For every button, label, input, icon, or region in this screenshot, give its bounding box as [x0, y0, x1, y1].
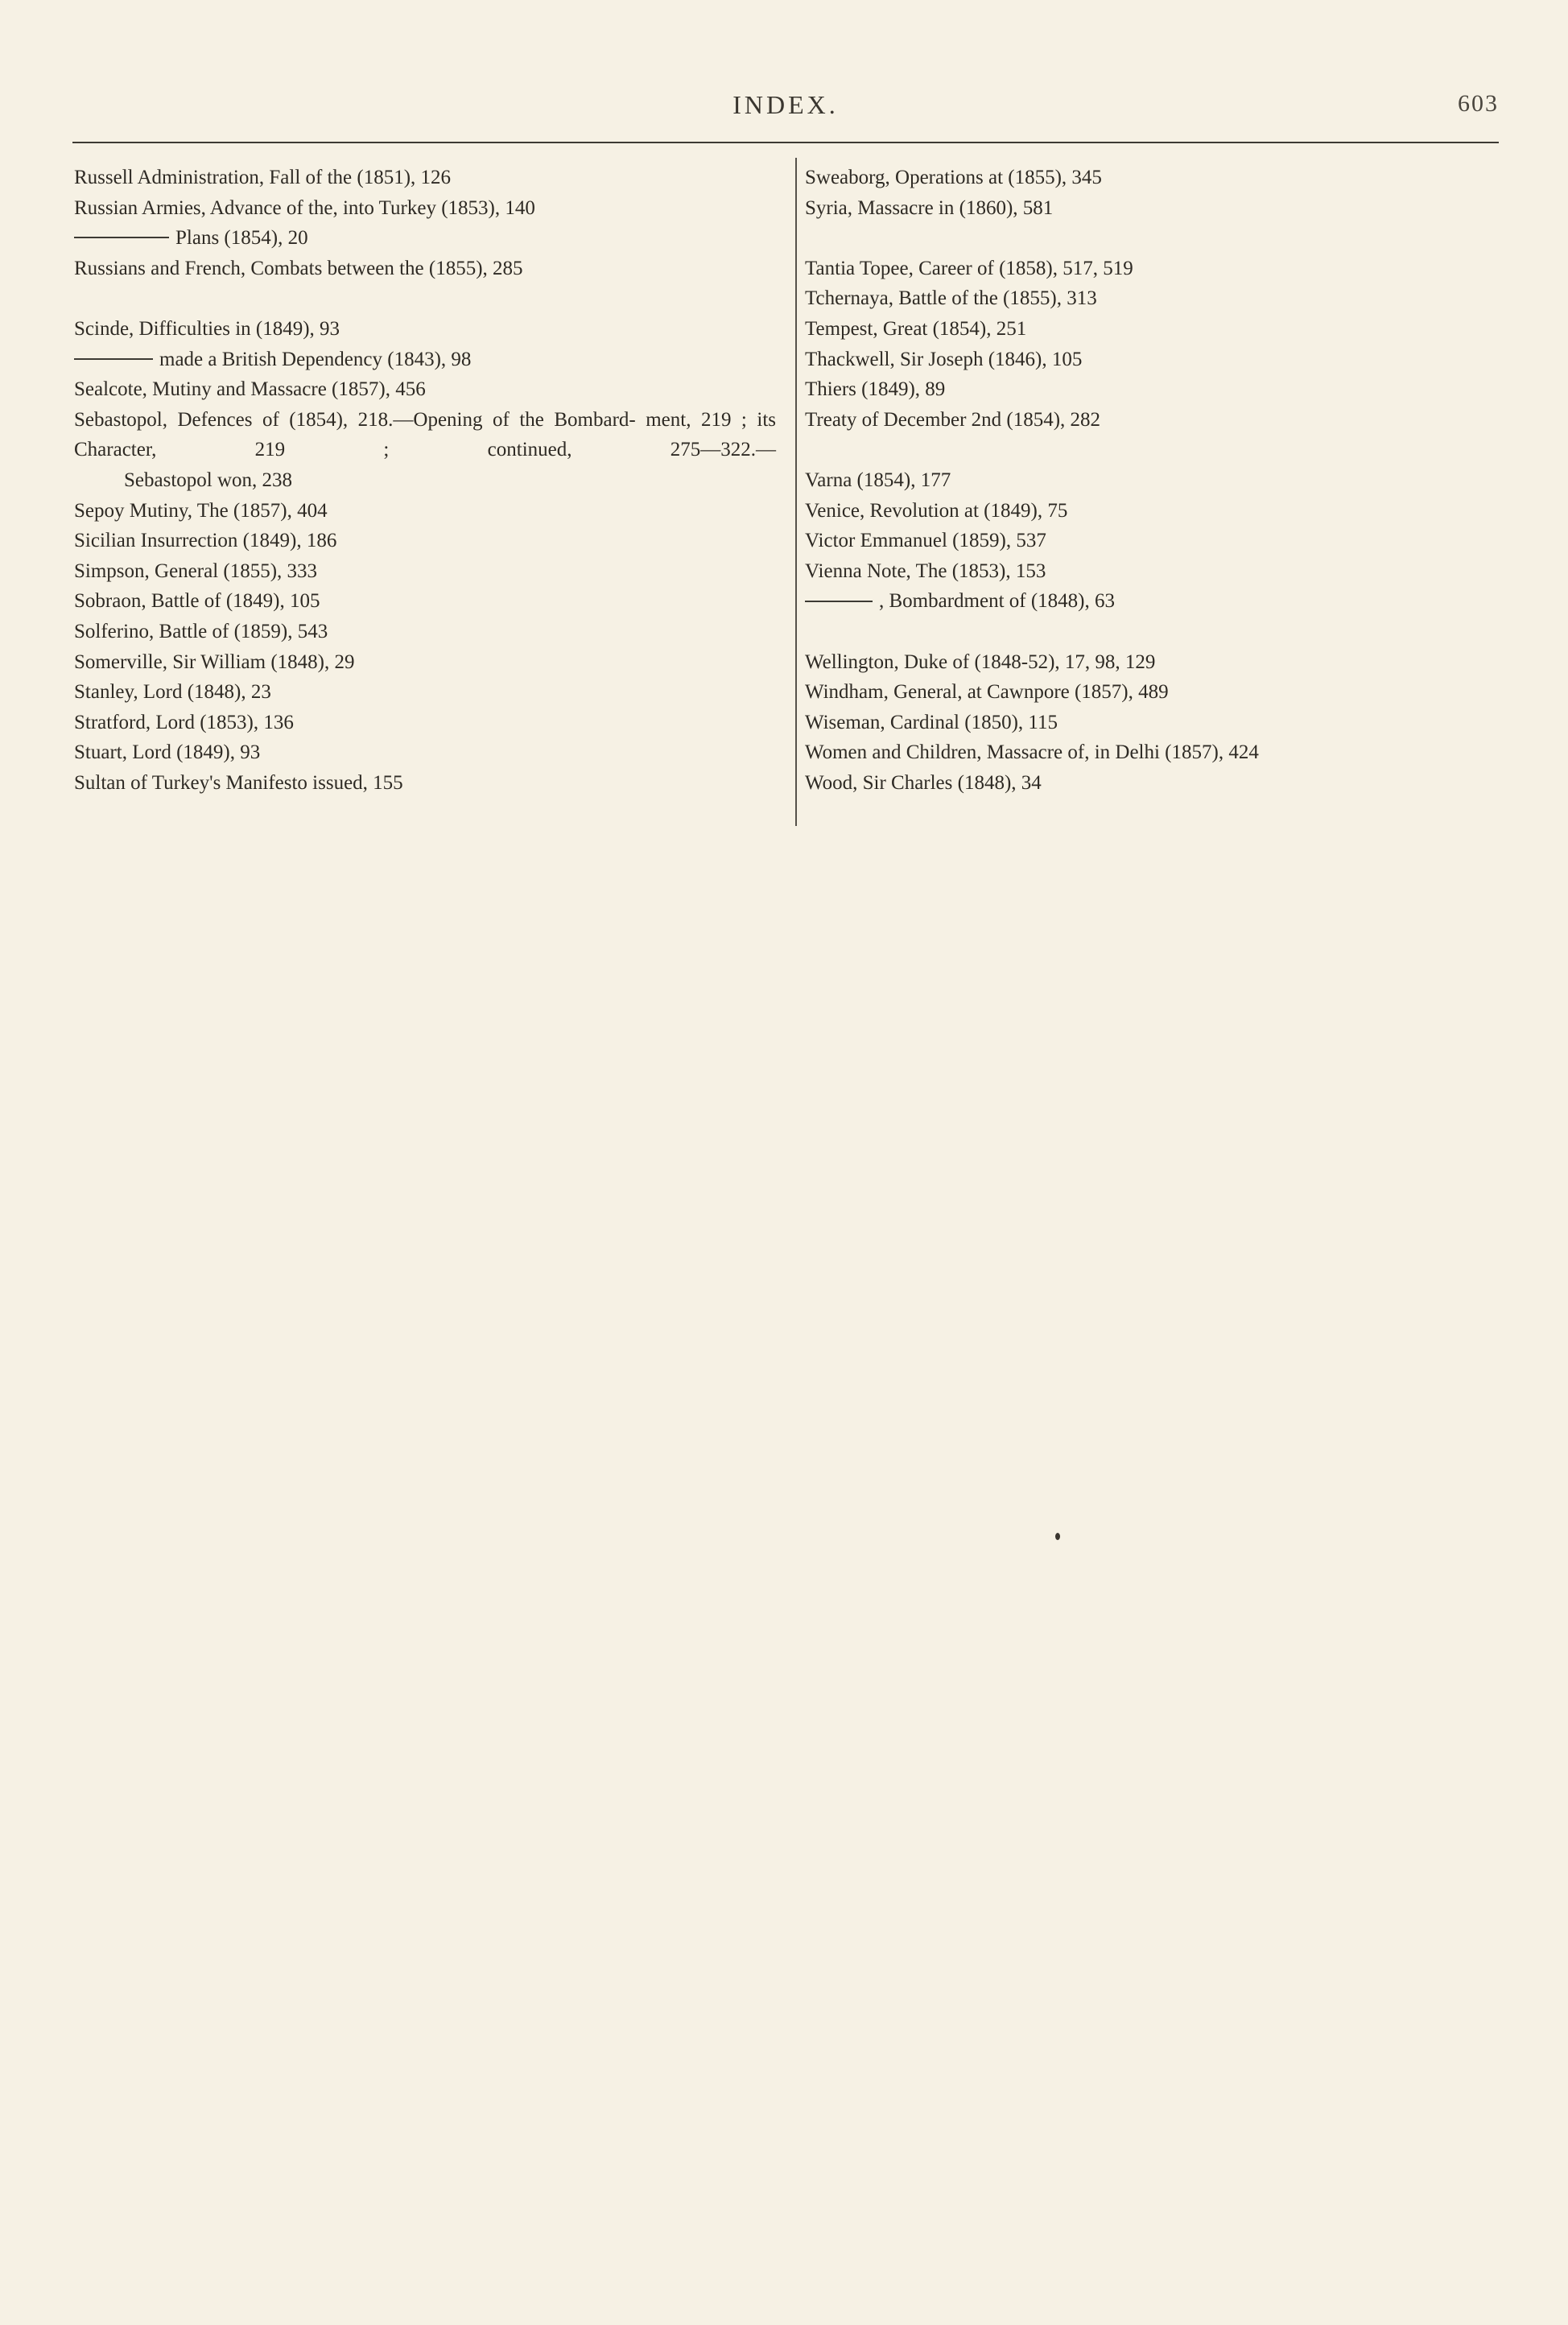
- ditto-dash: [74, 237, 169, 238]
- index-entry: Thackwell, Sir Joseph (1846), 105: [805, 348, 1083, 370]
- index-entry: Venice, Revolution at (1849), 75: [805, 499, 1068, 522]
- index-entry: Stratford, Lord (1853), 136: [74, 711, 294, 733]
- index-entry: Sealcote, Mutiny and Massacre (1857), 456: [74, 378, 426, 401]
- index-entry: Syria, Massacre in (1860), 581: [805, 196, 1054, 219]
- page-header: [72, 90, 1499, 138]
- index-entry: Thiers (1849), 89: [805, 378, 946, 401]
- index-entry: Sebastopol, Defences of (1854), 218.—Opening of the Bombard- ment, 219 ; its Character, 219 ; continued, 275—322.—: [74, 408, 776, 461]
- index-entry: Treaty of December 2nd (1854), 282: [805, 408, 1101, 431]
- index-entry: Tantia Topee, Career of (1858), 517, 519: [805, 257, 1133, 279]
- index-entry: Somerville, Sir William (1848), 29: [74, 650, 355, 673]
- index-entry: Solferino, Battle of (1859), 543: [74, 620, 328, 642]
- index-column-right: [805, 163, 1497, 798]
- index-entry: Wood, Sir Charles (1848), 34: [805, 771, 1042, 794]
- index-entry: Tempest, Great (1854), 251: [805, 317, 1027, 340]
- index-entry: Sultan of Turkey's Manifesto issued, 155: [74, 771, 403, 794]
- running-title: INDEX.: [732, 90, 839, 119]
- column-divider: [795, 158, 797, 826]
- header-rule: [72, 142, 1499, 143]
- index-entry: Sobraon, Battle of (1849), 105: [74, 590, 320, 613]
- index-entry: Simpson, General (1855), 333: [74, 560, 318, 582]
- index-entry: Russians and French, Combats between the (1855), 285: [74, 257, 523, 279]
- index-entry: Stuart, Lord (1849), 93: [74, 741, 261, 764]
- index-entry: Wiseman, Cardinal (1850), 115: [805, 711, 1058, 733]
- index-entry: [74, 223, 779, 254]
- index-entry: Women and Children, Massacre of, in Delhi (1857), 424: [805, 741, 1259, 764]
- index-entry: Tchernaya, Battle of the (1855), 313: [805, 287, 1097, 310]
- index-entry: Wellington, Duke of (1848-52), 17, 98, 129: [805, 650, 1156, 673]
- index-entry: Sebastopol won, 238: [124, 469, 293, 491]
- index-entry: Stanley, Lord (1848), 23: [74, 681, 271, 704]
- ditto-dash: [74, 358, 153, 360]
- index-entry: Windham, General, at Cawnpore (1857), 489: [805, 681, 1169, 704]
- index-entry: Vienna Note, The (1853), 153: [805, 560, 1046, 582]
- ink-speck: [1055, 1533, 1060, 1540]
- index-entry: Sweaborg, Operations at (1855), 345: [805, 167, 1102, 188]
- index-entry: Victor Emmanuel (1859), 537: [805, 530, 1046, 552]
- index-entry: [805, 586, 1497, 617]
- page-number: 603: [1458, 90, 1499, 117]
- index-entry-text: made a British Dependency (1843), 98: [159, 348, 472, 370]
- index-entry: Sepoy Mutiny, The (1857), 404: [74, 499, 328, 522]
- index-entry: Russian Armies, Advance of the, into Turkey (1853), 140: [74, 196, 535, 219]
- ditto-dash: [805, 601, 873, 602]
- index-entry-text: Plans (1854), 20: [175, 227, 308, 250]
- index-entry-text: , Bombardment of (1848), 63: [879, 590, 1116, 613]
- index-entry: Russell Administration, Fall of the (1851), 126: [74, 167, 452, 188]
- index-entry: Sicilian Insurrection (1849), 186: [74, 530, 337, 552]
- index-column-left: [74, 163, 779, 798]
- index-entry: Scinde, Difficulties in (1849), 93: [74, 317, 340, 340]
- index-entry: [74, 345, 779, 375]
- index-entry: Varna (1854), 177: [805, 469, 951, 491]
